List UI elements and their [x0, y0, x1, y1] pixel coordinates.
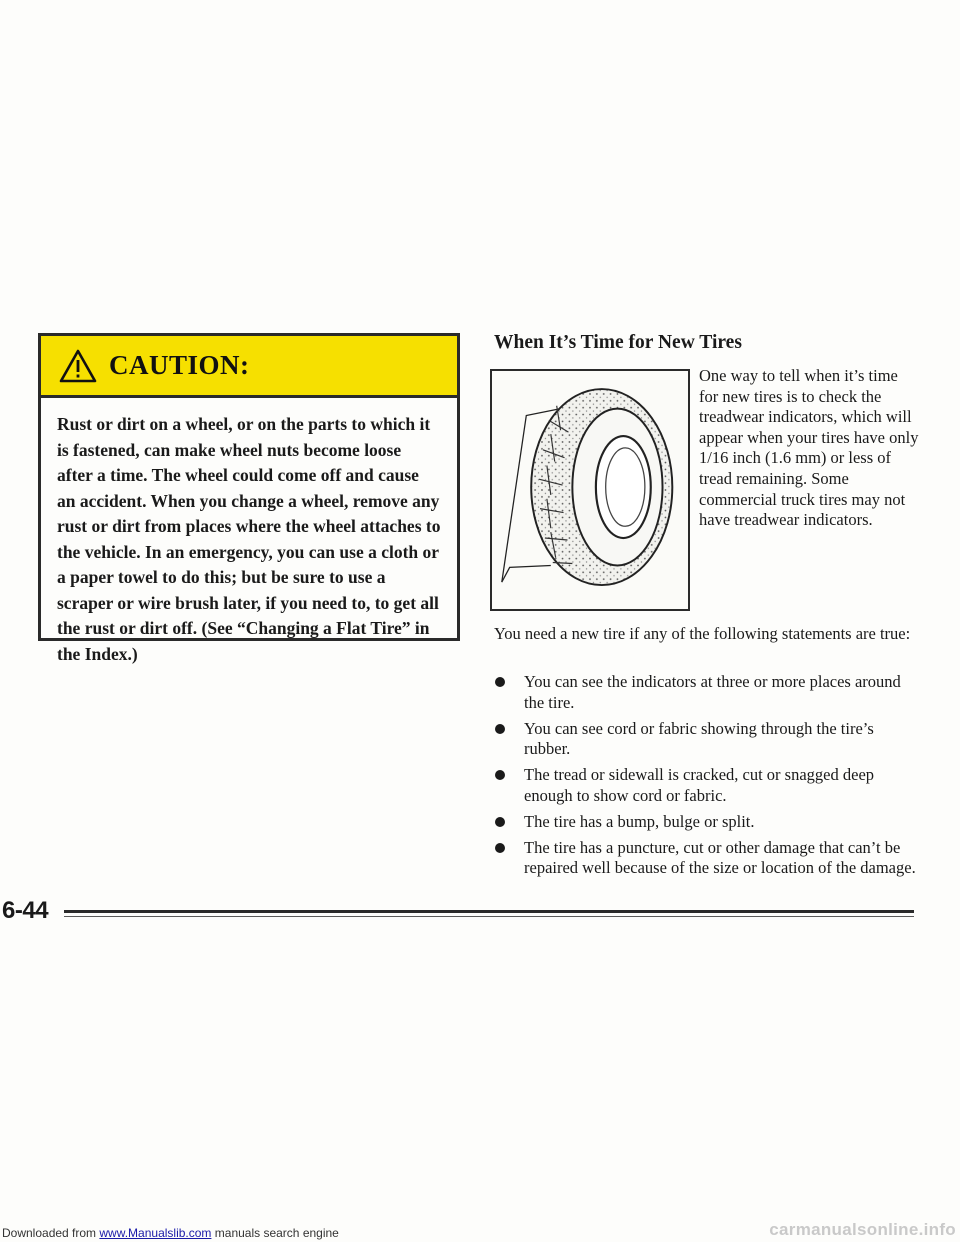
list-item — [494, 672, 924, 713]
list-item-text: The tire has a bump, bulge or split. — [524, 811, 755, 831]
treadwear-description: One way to tell when it’s time for new tires is to check the treadwear indicators, which will appear when your tires have only 1/16 inch (1.6 mm) or less of tread remaining. Some commercial truck tires may not have treadwear indicators. — [699, 366, 919, 530]
list-item-text: You can see cord or fabric showing through the tire’s rubber. — [524, 718, 874, 758]
new-tire-intro: You need a new tire if any of the following statements are true: — [494, 624, 911, 643]
caution-header — [41, 336, 457, 398]
list-item — [494, 812, 924, 833]
bullet-icon — [495, 843, 505, 853]
footer-rule-thin — [64, 916, 914, 917]
manualslib-link[interactable]: www.Manualslib.com — [99, 1226, 212, 1240]
bullet-icon — [495, 770, 505, 780]
list-item — [494, 719, 924, 760]
list-item — [494, 765, 924, 806]
footer-prefix: Downloaded from — [2, 1226, 100, 1240]
bullet-icon — [495, 724, 505, 734]
caution-title: CAUTION: — [109, 350, 250, 380]
tire-illustration — [490, 369, 690, 611]
new-tire-conditions-list — [494, 672, 924, 884]
warning-triangle-icon — [59, 349, 97, 383]
page-number: 6-44 — [2, 897, 49, 924]
footer-rule — [64, 910, 914, 913]
bullet-icon — [495, 817, 505, 827]
bullet-icon — [495, 677, 505, 687]
list-item-text: The tread or sidewall is cracked, cut or snagged deep enough to show cord or fabric. — [524, 765, 875, 805]
caution-text: Rust or dirt on a wheel, or on the parts to which it is fastened, can make wheel nuts become loose after a time. The wheel could come off and cause an accident. When you change a wheel, remove any rust or dirt from places where the wheel attaches to the vehicle. In an emergency, you can use a cloth or a paper towel to do this; but be sure to use a scraper or wire brush later, if you need to, to get all the rust or dirt off. (See “Changing a Flat Tire” in the Index.) — [57, 414, 441, 664]
list-item — [494, 838, 924, 879]
section-title: When It’s Time for New Tires — [494, 332, 742, 353]
list-item-text: You can see the indicators at three or more places around the tire. — [524, 672, 901, 712]
caution-box — [38, 333, 460, 664]
download-footer — [2, 1226, 339, 1240]
list-item-text: The tire has a puncture, cut or other damage that can’t be repaired well because of the size or location of the damage. — [524, 837, 916, 877]
tire-icon — [492, 371, 688, 609]
watermark: carmanualsonline.info — [769, 1220, 956, 1239]
footer-suffix: manuals search engine — [211, 1226, 339, 1240]
